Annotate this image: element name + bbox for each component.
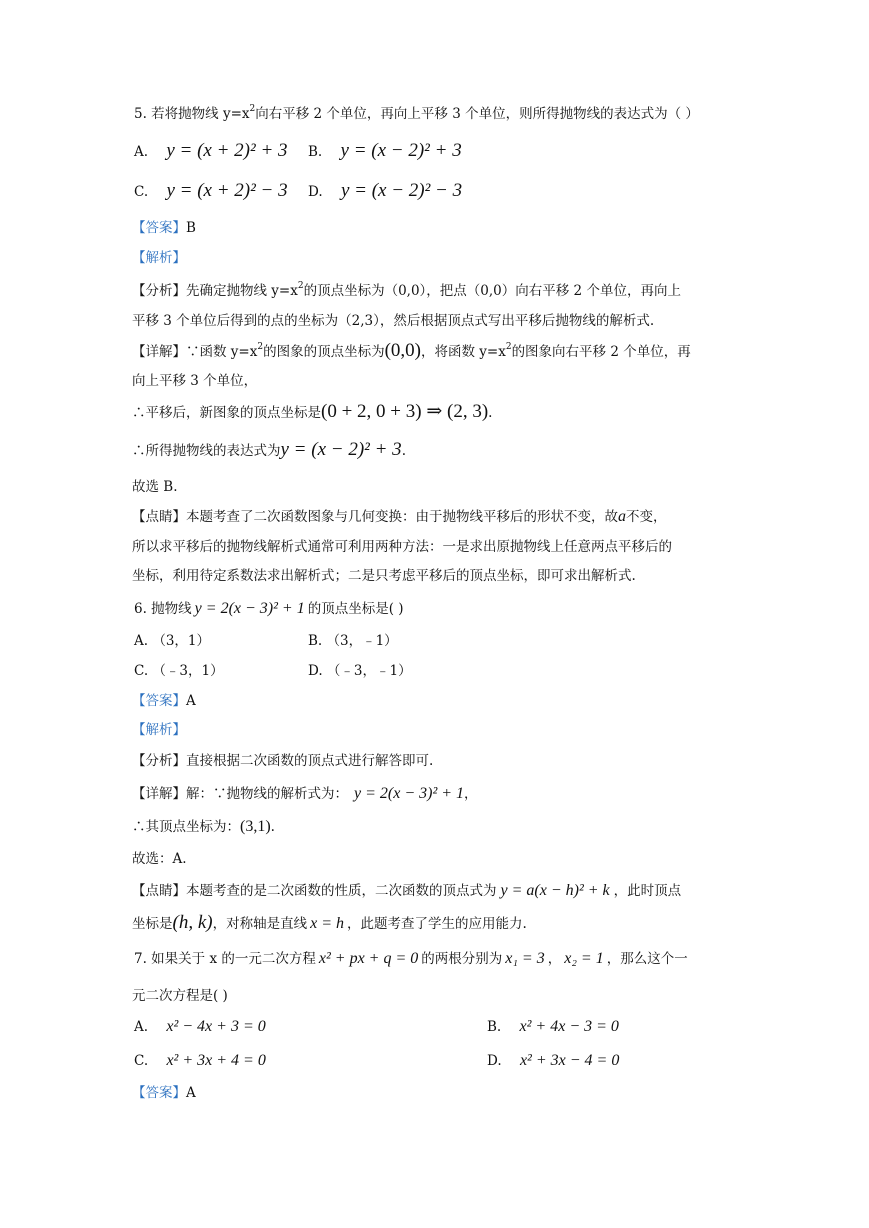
q7-option-a-label: A. [134, 1019, 149, 1035]
q7-stem-line-2 [132, 986, 228, 1006]
q5-xiangjie-line-2 [132, 371, 257, 391]
q6-xj-math-2: (3,1) [240, 818, 271, 835]
q7-option-a-math: x² − 4x + 3 = 0 [166, 1018, 266, 1035]
q5-xj-text-8: ∴所得抛物线的表达式为 [132, 443, 281, 459]
q6-option-a [134, 631, 210, 651]
q6-option-a-text: A. （3，1） [134, 633, 211, 649]
q6-answer [132, 691, 196, 711]
q5-xj-text-7: . [488, 405, 493, 421]
q5-stem [134, 104, 699, 124]
q7-option-d [487, 1051, 619, 1071]
q7-stem-text: 7. 如果关于 x 的一元二次方程 [134, 951, 316, 967]
q5-xj-text-9: . [401, 443, 406, 459]
q6-xiangjie-line-2 [132, 817, 275, 837]
q6-option-c [134, 661, 224, 681]
q5-option-a [134, 141, 288, 162]
q6-dj-text-5: ，此题考查了学生的应用能力. [347, 916, 527, 932]
q5-fenxi-text-3: 平移 3 个单位后得到的点的坐标为（2,3），然后根据顶点式写出平移后抛物线的解析式. [132, 313, 655, 329]
answer-value: B [186, 220, 196, 236]
answer-tag: 【答案】 [132, 220, 186, 236]
q6-choose [132, 849, 187, 869]
q5-stem-text-2: 向右平移 2 个单位，再向上平移 3 个单位，则所得抛物线的表达式为（ ） [255, 106, 699, 122]
answer-value: A [186, 1085, 196, 1101]
answer-value: A [186, 693, 196, 709]
analysis-tag: 【解析】 [132, 250, 186, 266]
q7-stem-line-1 [134, 949, 688, 969]
q5-option-c-math: y = (x + 2)² − 3 [166, 180, 288, 201]
q5-option-d-label: D. [308, 184, 323, 200]
q5-analysis-heading [132, 248, 186, 268]
q5-xj-sup-2: 2 [505, 342, 512, 352]
q5-fenxi-line-2 [132, 311, 654, 331]
xiangjie-tag: 【详解】 [132, 344, 186, 360]
q6-dj-math-2: (h, k) [172, 912, 213, 933]
q6-stem [134, 599, 404, 619]
q5-dianjing-line-1 [132, 507, 667, 527]
q5-dj-math: a [618, 508, 626, 525]
dianjing-tag: 【点睛】 [132, 509, 186, 525]
q7-stem-text-5: 元二次方程是( ) [132, 988, 228, 1004]
q7-answer [132, 1083, 196, 1103]
q5-dianjing-line-3 [132, 566, 636, 586]
q6-analysis-heading [132, 720, 186, 740]
q5-xj-text-4: 的图象向右平移 2 个单位，再 [511, 344, 691, 360]
q6-option-b-text: B. （3，﹣1） [308, 633, 398, 649]
q7-stem-math-3: x₂ = 1 [564, 950, 604, 967]
q5-xj-text-5: 向上平移 3 个单位， [132, 373, 258, 389]
xiangjie-tag: 【详解】 [132, 786, 186, 802]
q5-xj-text-3: ，将函数 y=x [420, 344, 506, 360]
q6-dianjing-line-1 [132, 881, 681, 901]
q5-xiangjie-line-1 [132, 341, 691, 362]
q5-xiangjie-line-4 [132, 440, 406, 461]
analysis-tag: 【解析】 [132, 722, 186, 738]
q7-stem-text-2: 的两根分别为 [421, 951, 503, 967]
q5-option-a-label: A. [134, 144, 149, 160]
q7-stem-text-4: ，那么这个一 [606, 951, 688, 967]
q5-option-d [308, 181, 462, 202]
q6-option-d-text: D. （﹣3，﹣1） [308, 663, 412, 679]
q6-choose-text: 故选：A. [132, 851, 187, 867]
q6-dj-text-4: ，对称轴是直线 [212, 916, 308, 932]
q5-option-a-math: y = (x + 2)² + 3 [166, 140, 288, 161]
q5-dj-text-3: 所以求平移后的抛物线解析式通常可利用两种方法：一是求出原抛物线上任意两点平移后的 [132, 539, 672, 555]
dianjing-tag: 【点睛】 [132, 883, 186, 899]
q7-option-a [134, 1017, 266, 1037]
q5-answer [132, 218, 196, 238]
q6-option-c-text: C. （﹣3，1） [134, 663, 224, 679]
q5-xiangjie-line-3 [132, 402, 492, 423]
q6-xj-text-3: ∴其顶点坐标为： [132, 819, 240, 835]
q7-option-d-math: x² + 3x − 4 = 0 [519, 1052, 620, 1069]
q5-stem-sup: 2 [249, 104, 256, 114]
q5-option-d-math: y = (x − 2)² − 3 [340, 180, 463, 201]
q5-dj-text: 本题考查了二次函数图象与几何变换：由于抛物线平移后的形状不变，故 [186, 509, 618, 525]
q5-dj-text-4: 坐标，利用待定系数法求出解析式；二是只考虑平移后的顶点坐标，即可求出解析式. [132, 568, 636, 584]
q5-choose-text: 故选 B. [132, 479, 178, 495]
q5-xj-text: ∵函数 y=x [186, 344, 258, 360]
q6-xj-text-2: ， [464, 786, 478, 802]
q5-stem-text: 5. 若将抛物线 y=x [134, 106, 250, 122]
q5-option-b [308, 141, 462, 162]
answer-tag: 【答案】 [132, 1085, 186, 1101]
q6-stem-math: y = 2(x − 3)² + 1 [194, 600, 305, 617]
q5-option-c [134, 181, 288, 202]
q5-choose [132, 477, 178, 497]
q5-dj-text-2: 不变， [626, 509, 667, 525]
q7-option-b-label: B. [487, 1019, 502, 1035]
q5-xj-sup: 2 [257, 342, 264, 352]
q5-option-c-label: C. [134, 184, 149, 200]
q6-dianjing-line-2 [132, 913, 527, 934]
q6-xj-text-4: . [270, 819, 275, 835]
q6-dj-text-3: 坐标是 [132, 916, 173, 932]
q7-stem-text-3: ， [547, 951, 562, 967]
q5-fenxi-line-1 [132, 281, 681, 301]
q6-stem-text-2: 的顶点坐标是( ) [307, 601, 404, 617]
q5-fenxi-text-2: 的顶点坐标为（0,0），把点（0,0）向右平移 2 个单位，再向上 [303, 283, 681, 299]
q6-option-d [308, 661, 412, 681]
q6-dj-text-2: ，此时顶点 [613, 883, 682, 899]
q7-option-c-math: x² + 3x + 4 = 0 [166, 1052, 266, 1069]
fenxi-tag: 【分析】 [132, 753, 186, 769]
q6-xj-math: y = 2(x − 3)² + 1 [354, 785, 465, 802]
q5-xj-math: (0,0) [384, 340, 421, 361]
answer-tag: 【答案】 [132, 693, 186, 709]
q5-xj-math-3: y = (x − 2)² + 3 [280, 439, 402, 460]
q6-fenxi [132, 751, 433, 771]
q7-stem-math-2: x₁ = 3 [505, 950, 545, 967]
q6-dj-math-3: x = h [310, 915, 344, 932]
q5-xj-math-2: (0 + 2, 0 + 3) ⇒ (2, 3) [321, 401, 489, 422]
q6-dj-math: y = a(x − h)² + k [500, 882, 610, 899]
q5-xj-text-6: ∴平移后，新图象的顶点坐标是 [132, 405, 321, 421]
q6-dj-text: 本题考查的是二次函数的性质，二次函数的顶点式为 [186, 883, 497, 899]
q7-option-c [134, 1051, 266, 1071]
q7-option-b [487, 1017, 619, 1037]
q6-xiangjie-line-1 [132, 784, 478, 804]
q7-option-b-math: x² + 4x − 3 = 0 [519, 1018, 619, 1035]
q7-option-d-label: D. [487, 1053, 502, 1069]
q5-fenxi-text: 先确定抛物线 y=x [186, 283, 298, 299]
q5-xj-text-2: 的图象的顶点坐标为 [263, 344, 385, 360]
q7-option-c-label: C. [134, 1053, 149, 1069]
q7-stem-math: x² + px + q = 0 [318, 950, 419, 967]
fenxi-tag: 【分析】 [132, 283, 186, 299]
q5-option-b-math: y = (x − 2)² + 3 [340, 140, 462, 161]
q5-option-b-label: B. [308, 144, 323, 160]
q6-stem-text: 6. 抛物线 [134, 601, 192, 617]
q6-fenxi-text: 直接根据二次函数的顶点式进行解答即可. [186, 753, 434, 769]
q6-xj-text: 解：∵抛物线的解析式为： [186, 786, 348, 802]
q5-dianjing-line-2 [132, 537, 672, 557]
q5-fenxi-sup: 2 [297, 281, 304, 291]
q6-option-b [308, 631, 398, 651]
